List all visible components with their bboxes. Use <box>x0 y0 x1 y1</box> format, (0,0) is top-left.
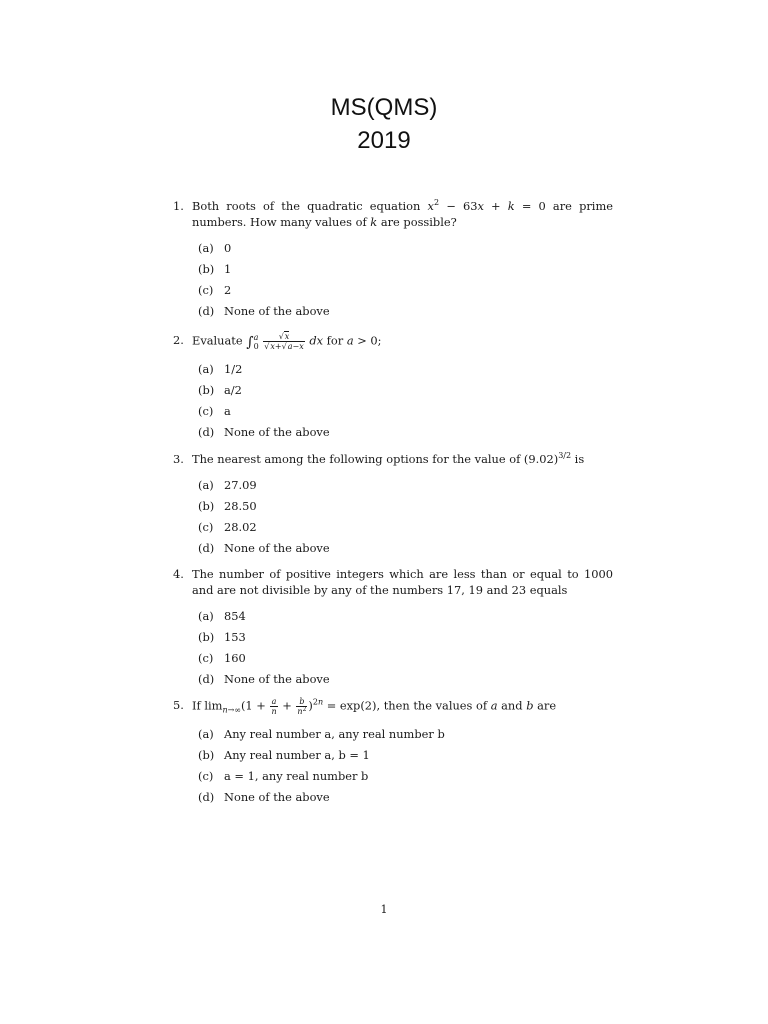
option-a: (a) 854 <box>198 609 246 623</box>
option-b: (b) 28.50 <box>198 499 257 513</box>
option-b: (b) a/2 <box>198 383 242 397</box>
option-d: (d) None of the above <box>198 304 330 318</box>
options-list <box>198 361 613 445</box>
question-stem: Both roots of the quadratic equation $x^2 - 63x + k = 0$ are prime numbers. How many values of k are possible? <box>192 198 613 229</box>
options-list <box>198 477 613 561</box>
options-list <box>198 608 613 692</box>
question-number: 4. <box>173 567 184 581</box>
question-5 <box>173 697 613 810</box>
document-title: MS(QMS) <box>330 94 438 121</box>
option-d: (d) None of the above <box>198 672 330 686</box>
question-stem: The number of positive integers which are less than or equal to 1000 and are not divisible by any of the numbers 17, 19 and 23 equals <box>192 567 613 597</box>
question-stem: If $\lim_{n\to\infty}(1$ + $\frac{a}{n}$ + $\frac{b}{n^2}$ )$^{2n}$ = exp(2), then the values of a and b are <box>192 697 557 716</box>
option-d: (d) None of the above <box>198 425 330 439</box>
option-c: (c) a = 1, any real number b <box>198 769 369 783</box>
option-c: (c) 2 <box>198 283 232 297</box>
question-3 <box>173 451 613 561</box>
question-number: 1. <box>173 199 184 213</box>
option-b: (b) Any real number a, b = 1 <box>198 748 370 762</box>
option-d: (d) None of the above <box>198 790 330 804</box>
question-1 <box>173 198 613 324</box>
option-c: (c) a <box>198 404 231 418</box>
question-2 <box>173 332 613 445</box>
option-a: (a) 1/2 <box>198 362 243 376</box>
question-stem: Evaluate ∫ a 0 $\frac{√x}{√x+√a-x}$ dx for a > 0; <box>192 332 382 351</box>
options-list <box>198 240 613 324</box>
option-a: (a) 0 <box>198 241 232 255</box>
option-b: (b) 153 <box>198 630 246 644</box>
option-b: (b) 1 <box>198 262 232 276</box>
question-4 <box>173 566 613 692</box>
option-c: (c) 160 <box>198 651 246 665</box>
options-list <box>198 726 613 810</box>
page-number: 1 <box>380 903 388 916</box>
option-a: (a) 27.09 <box>198 478 257 492</box>
question-number: 5. <box>173 698 184 712</box>
option-a: (a) Any real number a, any real number b <box>198 727 445 741</box>
option-d: (d) None of the above <box>198 541 330 555</box>
question-stem: The nearest among the following options for the value of $(9.02)^{3/2}$ is <box>192 451 585 466</box>
document-year: 2019 <box>357 127 411 154</box>
question-number: 3. <box>173 452 184 466</box>
option-c: (c) 28.02 <box>198 520 257 534</box>
question-number: 2. <box>173 333 184 347</box>
